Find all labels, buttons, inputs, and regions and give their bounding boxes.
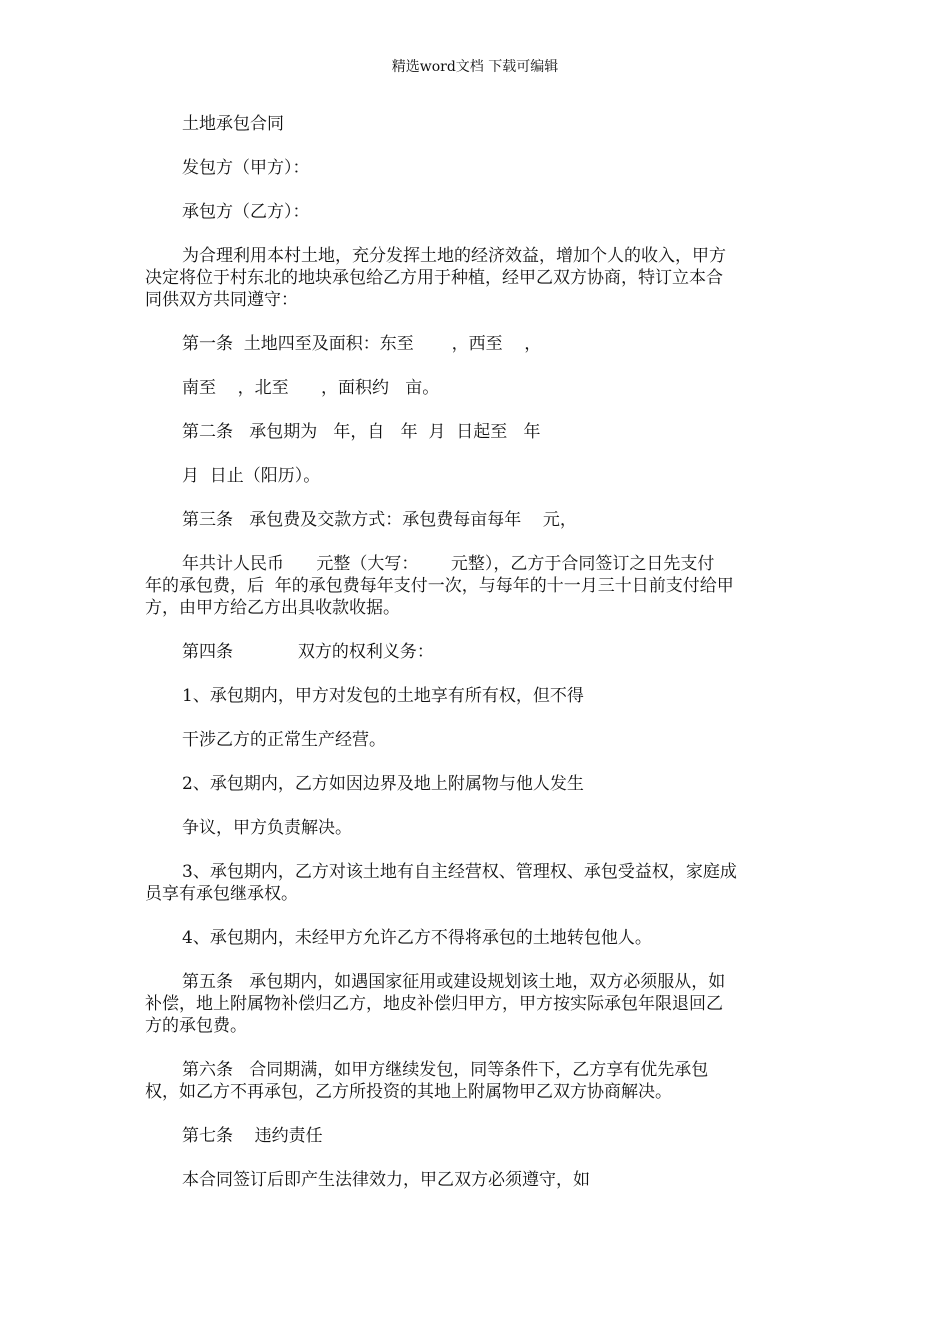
text-line: 决定将位于村东北的地块承包给乙方用于种植，经甲乙双方协商，特订立本合 (145, 268, 723, 288)
text-line: 本合同签订后即产生法律效力，甲乙双方必须遵守，如 (182, 1170, 590, 1190)
paragraph-party-b (145, 201, 810, 223)
paragraph-article-4-item-4 (145, 927, 810, 949)
paragraph-article-4-item-1 (145, 685, 810, 707)
paragraph-article-5 (145, 971, 810, 1037)
page-header: 精选word文档 下载可编辑 (391, 59, 559, 75)
text-line: 第三条 承包费及交款方式：承包费每亩每年 元， (182, 510, 577, 530)
text-line: 同供双方共同遵守： (145, 290, 298, 310)
text-line: 补偿，地上附属物补偿归乙方，地皮补偿归甲方，甲方按实际承包年限退回乙 (145, 994, 723, 1014)
text-line: 干涉乙方的正常生产经营。 (182, 730, 386, 750)
text-line: 第四条 双方的权利义务： (182, 642, 434, 662)
paragraph-title (145, 113, 810, 135)
text-line: 2、承包期内，乙方如因边界及地上附属物与他人发生 (182, 774, 584, 794)
text-line: 第七条 违约责任 (182, 1126, 323, 1146)
text-line: 方，由甲方给乙方出具收款收据。 (145, 598, 400, 618)
paragraph-article-1-cont (145, 377, 810, 399)
paragraph-article-1 (145, 333, 810, 355)
text-line: 权，如乙方不再承包，乙方所投资的其地上附属物甲乙双方协商解决。 (145, 1082, 672, 1102)
text-line: 年共计人民币 元整（大写： 元整），乙方于合同签订之日先支付 (182, 554, 715, 574)
text-line: 第二条 承包期为 年，自 年 月 日起至 年 (182, 422, 541, 442)
text-line: 1、承包期内，甲方对发包的土地享有所有权，但不得 (182, 686, 584, 706)
paragraph-article-3-cont (145, 553, 810, 619)
paragraph-article-4-item-3 (145, 861, 810, 905)
text-line: 3、承包期内，乙方对该土地有自主经营权、管理权、承包受益权，家庭成 (182, 862, 737, 882)
text-line: 第五条 承包期内，如遇国家征用或建设规划该土地，双方必须服从，如 (182, 972, 726, 992)
paragraph-article-4-item-2 (145, 773, 810, 795)
paragraph-preamble (145, 245, 810, 311)
paragraph-article-7 (145, 1125, 810, 1147)
paragraph-article-6 (145, 1059, 810, 1103)
document-body (145, 113, 810, 1191)
text-line: 为合理利用本村土地，充分发挥土地的经济效益，增加个人的收入，甲方 (182, 246, 726, 266)
text-line: 发包方（甲方）： (182, 158, 310, 178)
text-line: 第六条 合同期满，如甲方继续发包，同等条件下，乙方享有优先承包 (182, 1060, 709, 1080)
text-line: 土地承包合同 (182, 114, 284, 134)
paragraph-article-4-item-1-cont (145, 729, 810, 751)
paragraph-article-4 (145, 641, 810, 663)
paragraph-article-2-cont (145, 465, 810, 487)
paragraph-article-4-item-2-cont (145, 817, 810, 839)
text-line: 第一条 土地四至及面积：东至 ，西至 ， (182, 334, 542, 354)
paragraph-article-3 (145, 509, 810, 531)
paragraph-article-2 (145, 421, 810, 443)
text-line: 南至 ，北至 ，面积约 亩。 (182, 378, 440, 398)
text-line: 4、承包期内，未经甲方允许乙方不得将承包的土地转包他人。 (182, 928, 652, 948)
text-line: 承包方（乙方）： (182, 202, 310, 222)
text-line: 员享有承包继承权。 (145, 884, 298, 904)
text-line: 月 日止（阳历）。 (182, 466, 321, 486)
text-line: 方的承包费。 (145, 1016, 247, 1036)
paragraph-party-a (145, 157, 810, 179)
text-line: 争议，甲方负责解决。 (182, 818, 352, 838)
paragraph-article-7-body (145, 1169, 810, 1191)
text-line: 年的承包费，后 年的承包费每年支付一次，与每年的十一月三十日前支付给甲 (145, 576, 734, 596)
